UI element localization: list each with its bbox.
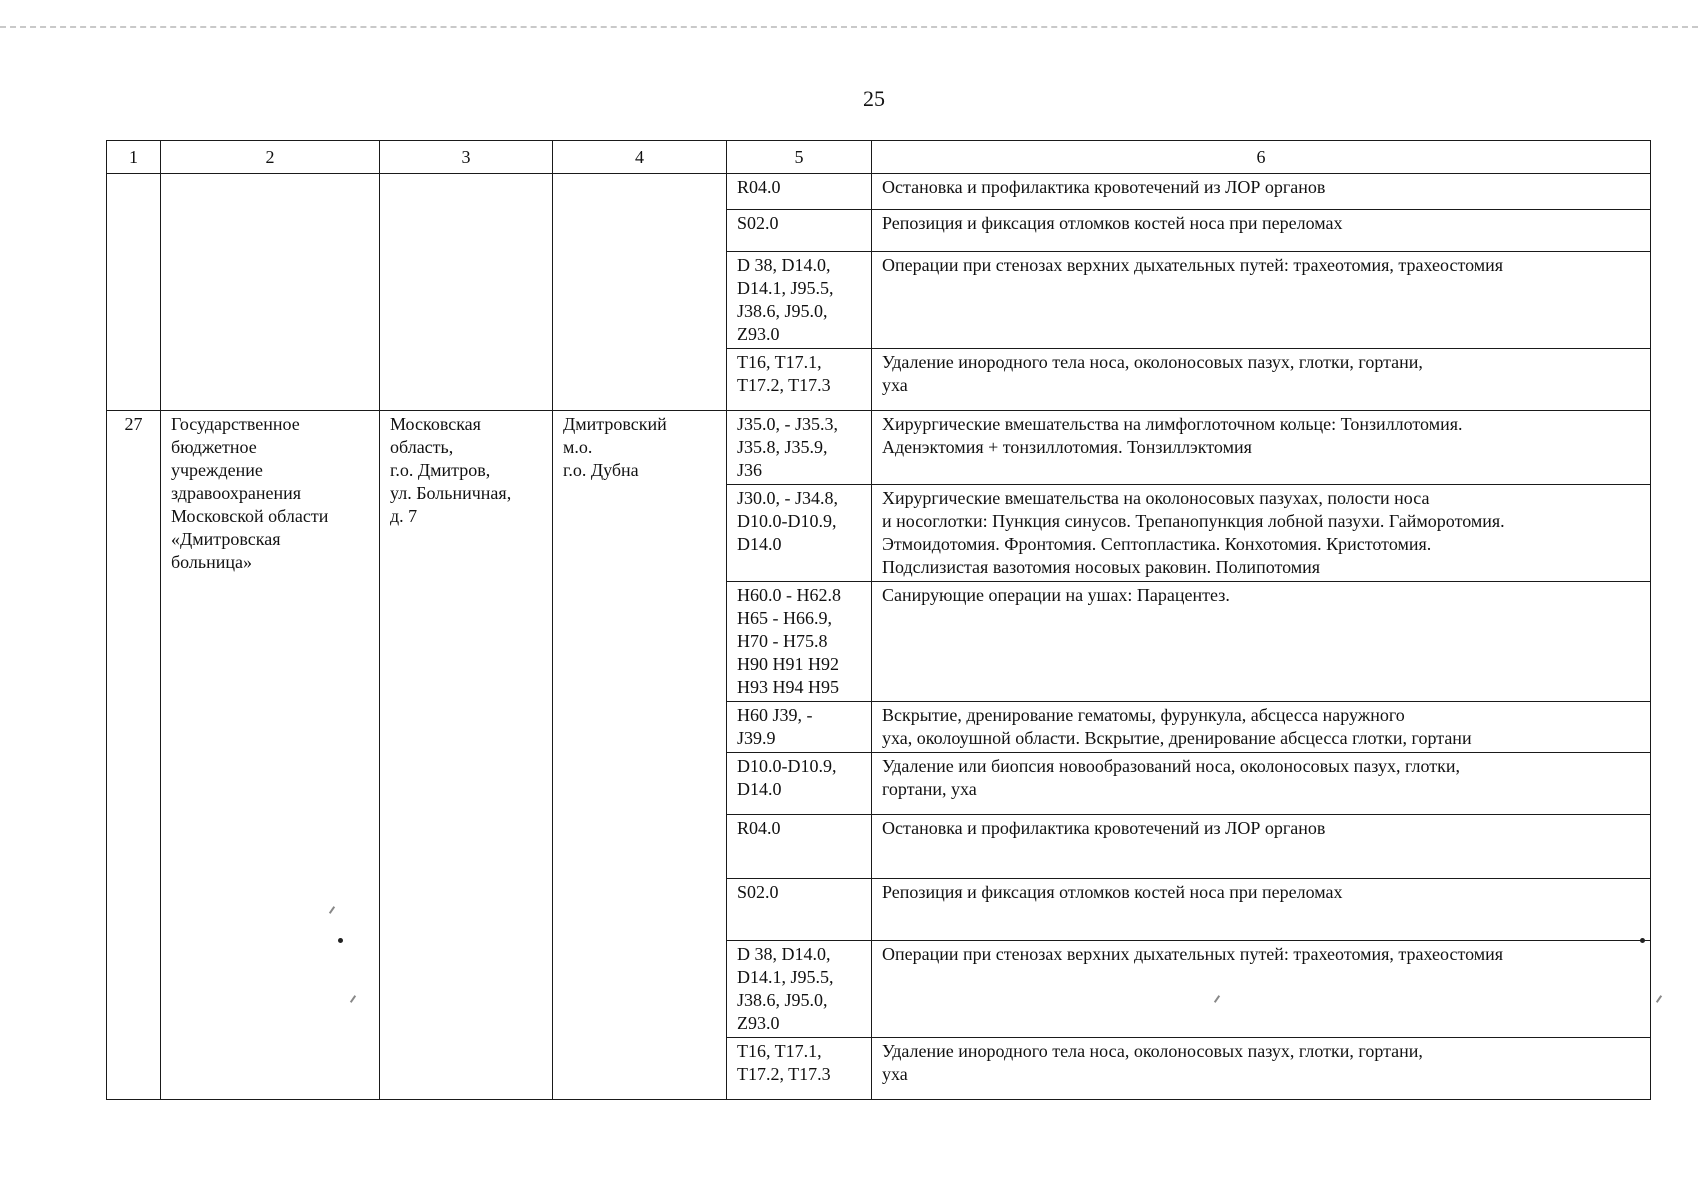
column-header: 4 bbox=[553, 141, 727, 174]
continued-address-cell bbox=[380, 174, 553, 411]
procedure-description: Удаление инородного тела носа, околоносовых пазух, глотки, гортани, уха bbox=[872, 1038, 1651, 1100]
procedure-description: Репозиция и фиксация отломков костей носа при переломах bbox=[872, 210, 1651, 252]
diagnosis-codes: R04.0 bbox=[727, 815, 872, 879]
scan-speck bbox=[1656, 995, 1662, 1003]
column-header: 2 bbox=[161, 141, 380, 174]
diagnosis-codes: D 38, D14.0, D14.1, J95.5, J38.6, J95.0, Z93.0 bbox=[727, 941, 872, 1038]
procedures-table bbox=[106, 140, 1651, 1100]
procedure-description: Санирующие операции на ушах: Парацентез. bbox=[872, 582, 1651, 702]
procedure-description: Хирургические вмешательства на околоносовых пазухах, полости носа и носоглотки: Пункция синусов. Трепанопункция лобной пазухи. Гайморотомия. Этмоидотомия. Фронтомия. Септопластика. Конхотомия. Кристотомия. Подслизистая вазотомия носовых раковин. Полипотомия bbox=[872, 485, 1651, 582]
procedure-description: Вскрытие, дренирование гематомы, фурункула, абсцесса наружного уха, околоушной области. Вскрытие, дренирование абсцесса глотки, гортани bbox=[872, 702, 1651, 753]
procedure-description: Операции при стенозах верхних дыхательных путей: трахеотомия, трахеостомия bbox=[872, 941, 1651, 1038]
scan-artifact-line bbox=[0, 26, 1698, 28]
column-header: 3 bbox=[380, 141, 553, 174]
column-header: 5 bbox=[727, 141, 872, 174]
institution-name: Государственное бюджетное учреждение здравоохранения Московской области «Дмитровская больница» bbox=[161, 411, 380, 1100]
procedure-description: Остановка и профилактика кровотечений из ЛОР органов bbox=[872, 815, 1651, 879]
procedure-description: Репозиция и фиксация отломков костей носа при переломах bbox=[872, 879, 1651, 941]
diagnosis-codes: T16, T17.1, T17.2, T17.3 bbox=[727, 349, 872, 411]
diagnosis-codes: J35.0, - J35.3, J35.8, J35.9, J36 bbox=[727, 411, 872, 485]
continued-number-cell bbox=[107, 174, 161, 411]
diagnosis-codes: S02.0 bbox=[727, 879, 872, 941]
procedure-description: Удаление или биопсия новообразований носа, околоносовых пазух, глотки, гортани, уха bbox=[872, 753, 1651, 815]
procedure-description: Остановка и профилактика кровотечений из ЛОР органов bbox=[872, 174, 1651, 210]
column-header: 1 bbox=[107, 141, 161, 174]
diagnosis-codes: D10.0-D10.9, D14.0 bbox=[727, 753, 872, 815]
diagnosis-codes: T16, T17.1, T17.2, T17.3 bbox=[727, 1038, 872, 1100]
municipality: Дмитровский м.о. г.о. Дубна bbox=[553, 411, 727, 1100]
diagnosis-codes: S02.0 bbox=[727, 210, 872, 252]
scan-speck bbox=[1640, 938, 1645, 943]
column-header: 6 bbox=[872, 141, 1651, 174]
scan-speck bbox=[338, 938, 343, 943]
diagnosis-codes: R04.0 bbox=[727, 174, 872, 210]
procedure-description: Операции при стенозах верхних дыхательных путей: трахеотомия, трахеостомия bbox=[872, 252, 1651, 349]
diagnosis-codes: D 38, D14.0, D14.1, J95.5, J38.6, J95.0, Z93.0 bbox=[727, 252, 872, 349]
institution-address: Московская область, г.о. Дмитров, ул. Больничная, д. 7 bbox=[380, 411, 553, 1100]
table-row bbox=[107, 174, 1651, 210]
procedure-description: Хирургические вмешательства на лимфоглоточном кольце: Тонзиллотомия. Аденэктомия + тонзиллотомия. Тонзиллэктомия bbox=[872, 411, 1651, 485]
continued-municipality-cell bbox=[553, 174, 727, 411]
diagnosis-codes: H60 J39, - J39.9 bbox=[727, 702, 872, 753]
procedure-description: Удаление инородного тела носа, околоносовых пазух, глотки, гортани, уха bbox=[872, 349, 1651, 411]
table-header-row bbox=[107, 141, 1651, 174]
diagnosis-codes: H60.0 - H62.8 H65 - H66.9, H70 - H75.8 H90 H91 H92 H93 H94 H95 bbox=[727, 582, 872, 702]
continued-institution-cell bbox=[161, 174, 380, 411]
page-number: 25 bbox=[863, 86, 885, 111]
table-row bbox=[107, 411, 1651, 485]
diagnosis-codes: J30.0, - J34.8, D10.0-D10.9, D14.0 bbox=[727, 485, 872, 582]
entry-number: 27 bbox=[107, 411, 161, 1100]
